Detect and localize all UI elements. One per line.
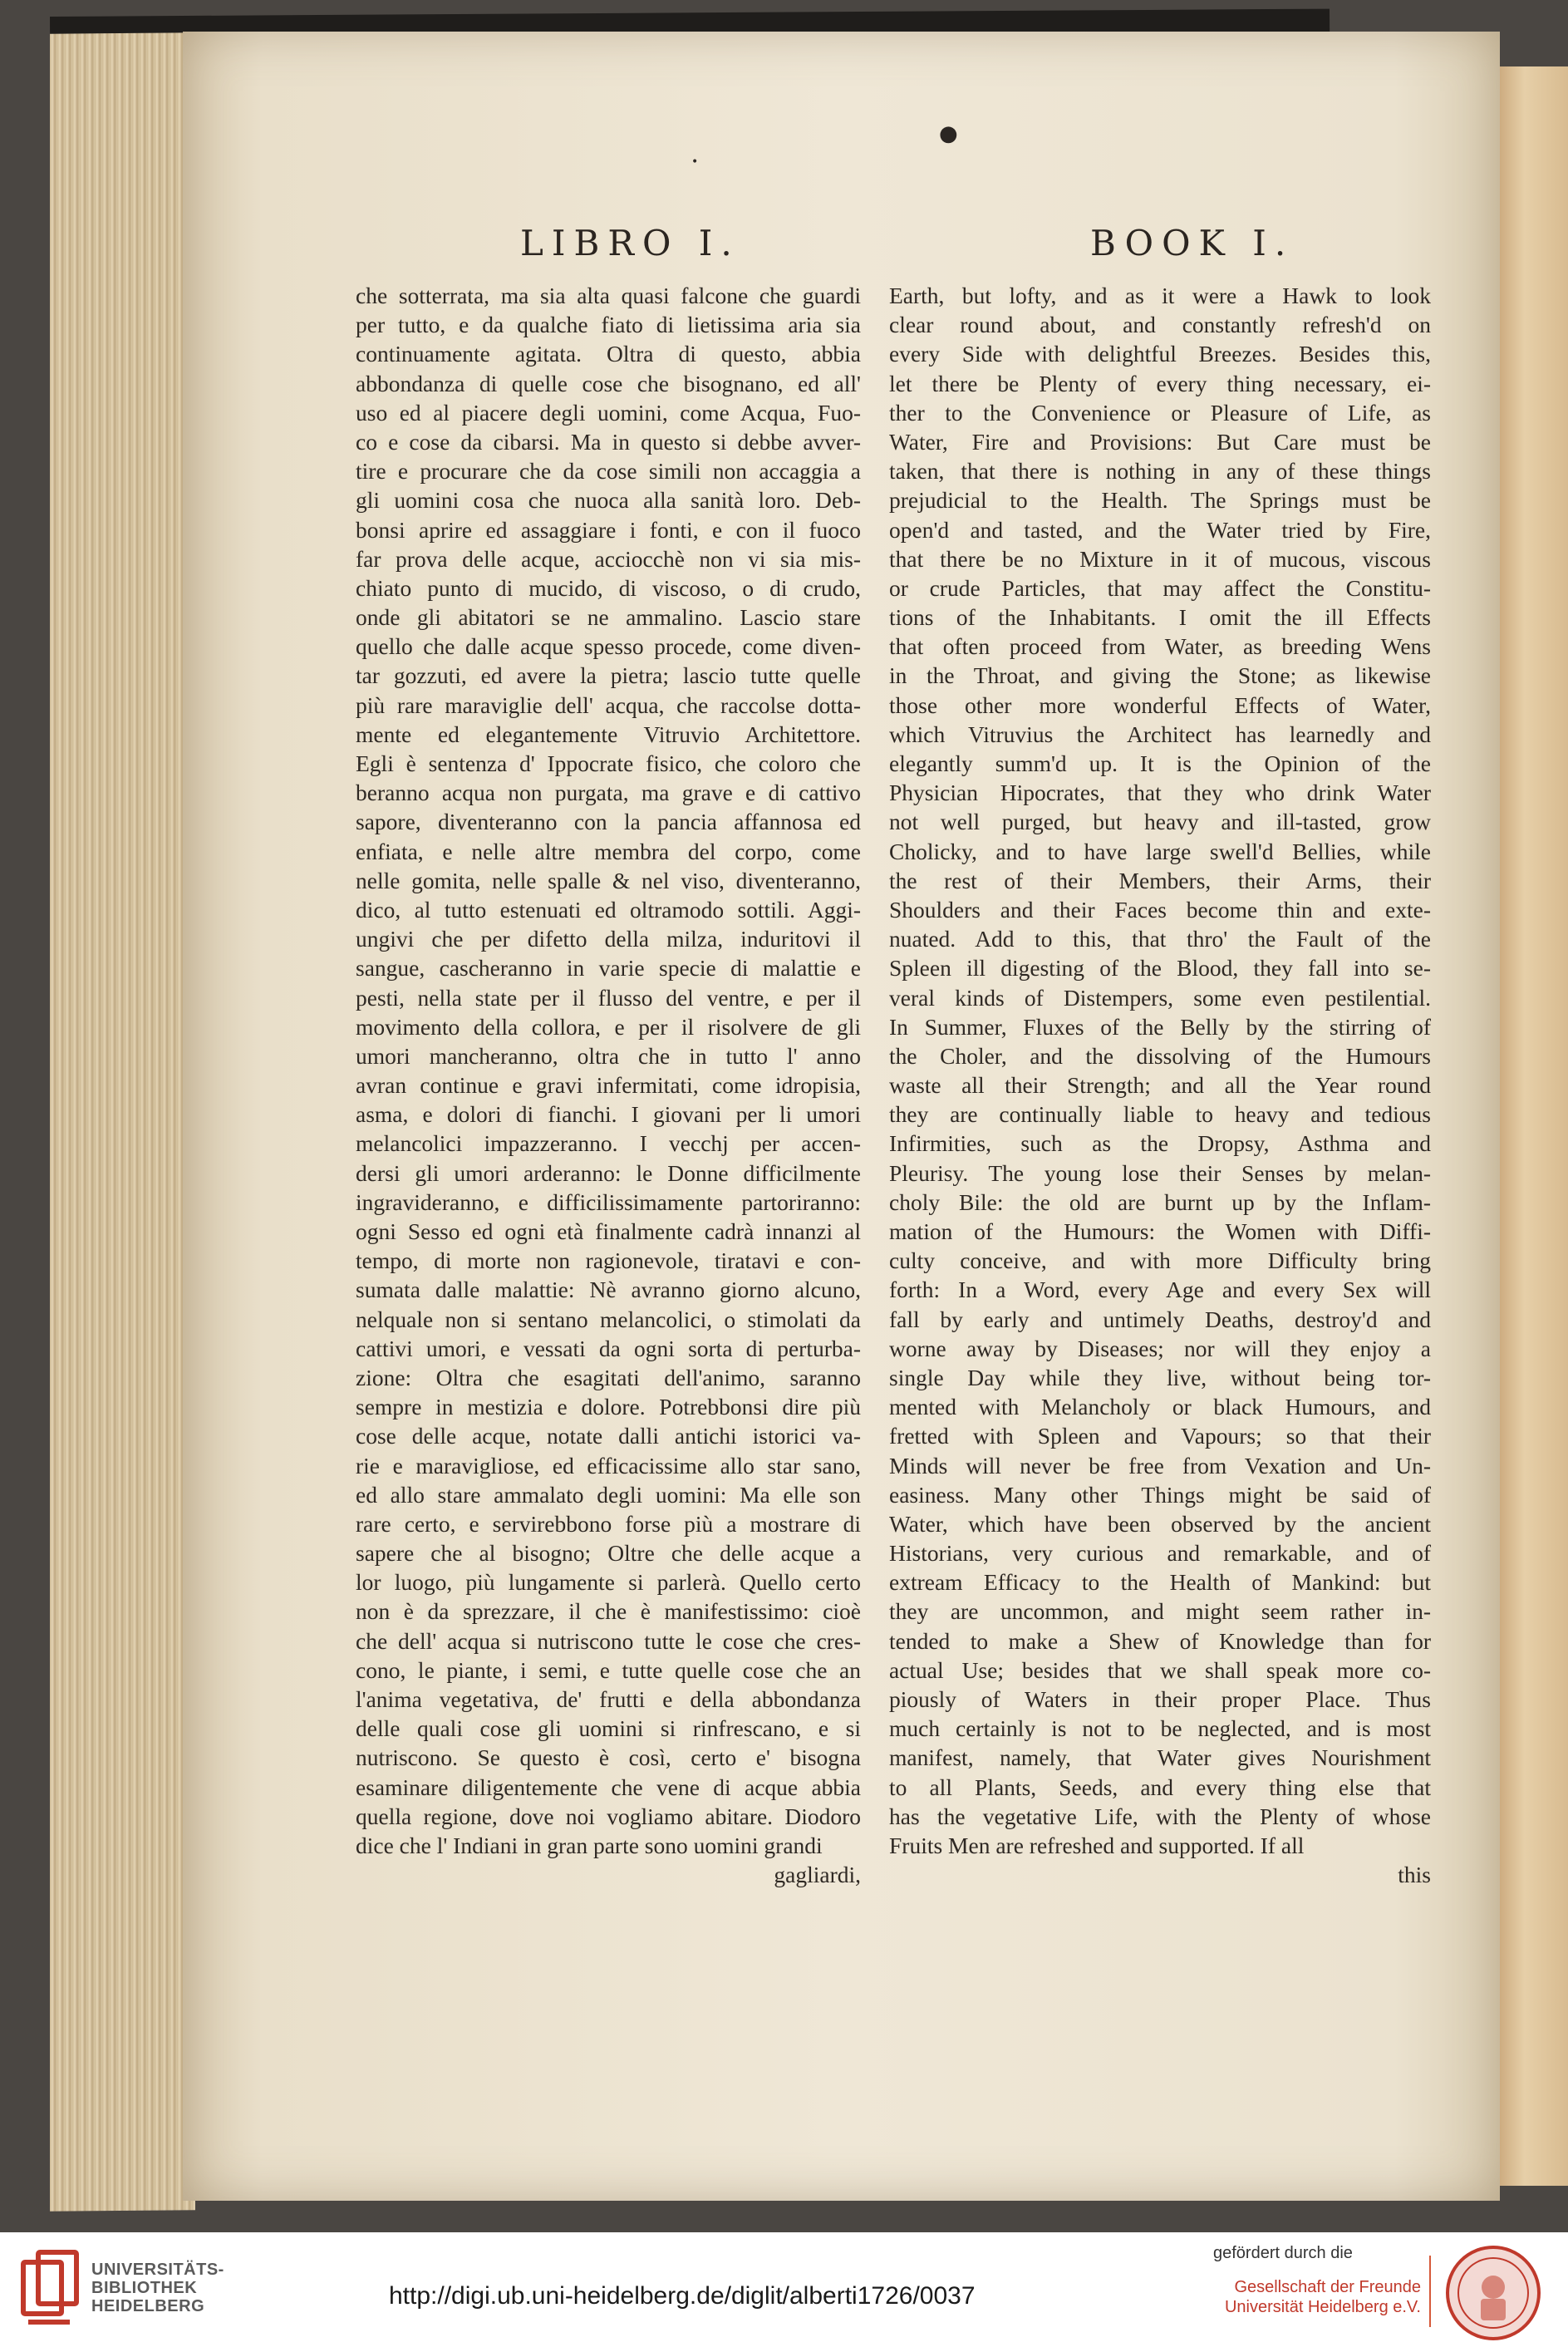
italian-text-line: sumata dalle malattie: Nè avranno giorno alcuno,	[356, 1277, 861, 1303]
library-name	[91, 2261, 224, 2315]
italian-text-line: beranno acqua non purgata, ma grave e di cattivo	[356, 780, 861, 806]
english-text-line: Pleurisy. The young lose their Senses by melan-	[889, 1159, 1431, 1186]
catchword: this	[1398, 1862, 1431, 1888]
english-text-line: let there be Plenty of every thing necessary, ei-	[889, 370, 1431, 396]
english-text-line: choly Bile: the old are burnt up by the Inflam-	[889, 1188, 1431, 1215]
italian-text-line: sapere che al bisogno; Oltre che delle acque a	[356, 1540, 861, 1567]
italian-text-line: Egli è sentenza d' Ippocrate fisico, che coloro che	[356, 750, 861, 776]
english-text-line: nuated. Add to this, that thro' the Fault of the	[889, 926, 1431, 952]
english-text-line: mation of the Humours: the Women with Diffi-	[889, 1218, 1431, 1244]
english-text-line: tended to make a Shew of Knowledge than for	[889, 1627, 1431, 1654]
english-text-line: Fruits Men are refreshed and supported. If all	[889, 1832, 1305, 1858]
university-library-logo-icon	[20, 2247, 80, 2330]
italian-text-line: cose delle acque, notate dalli antichi istorici va-	[356, 1423, 861, 1449]
english-text-line: Cholicky, and to have large swell'd Bellies, while	[889, 838, 1431, 864]
english-text-line: has the vegetative Life, with the Plenty of whose	[889, 1803, 1431, 1829]
italian-text-line: esaminare diligentemente che vene di acque abbia	[356, 1774, 861, 1800]
english-text-line: single Day while they live, without being tor-	[889, 1364, 1431, 1390]
italian-text-line: ingravideranno, e difficilissimamente partoriranno:	[356, 1188, 861, 1215]
catchword: gagliardi,	[774, 1862, 861, 1888]
italian-text-line: dersi gli umori arderanno: le Donne difficilmente	[356, 1159, 861, 1186]
italian-text-line: nutriscono. Se questo è così, certo e' bisogna	[356, 1744, 861, 1771]
english-text-line: much certainly is not to be neglected, and is most	[889, 1715, 1431, 1742]
english-text-line: to all Plants, Seeds, and every thing else that	[889, 1774, 1431, 1800]
italian-text-line: dico, al tutto estenuati ed oltramodo sottili. Aggi-	[356, 896, 861, 923]
english-text-line: taken, that there is nothing in any of these things	[889, 458, 1431, 485]
society-name-line: Universität Heidelberg e.V.	[1224, 2298, 1421, 2316]
italian-text-line: lor luogo, più lungamente si parlerà. Quello certo	[356, 1569, 861, 1596]
right-running-header: BOOK I.	[1090, 223, 1295, 263]
library-name-line: BIBLIOTHEK	[91, 2279, 198, 2297]
library-name-line: UNIVERSITÄTS-	[91, 2261, 224, 2279]
italian-text-line: dice che l' Indiani in gran parte sono uomini grandi	[356, 1832, 823, 1858]
italian-text-line: tempo, di morte non ragionevole, tiratavi e con-	[356, 1247, 861, 1274]
english-text-line: easiness. Many other Things might be said of	[889, 1481, 1431, 1508]
italian-text-line: cono, le piante, i semi, e tutte quelle cose che an	[356, 1656, 861, 1683]
italian-text-line: onde gli abitatori se ne ammalino. Lascio stare	[356, 604, 861, 631]
english-text-line: open'd and tasted, and the Water tried by Fire,	[889, 516, 1431, 543]
english-text-line: in the Throat, and giving the Stone; as likewise	[889, 662, 1431, 689]
english-text-line: mented with Melancholy or black Humours, and	[889, 1394, 1431, 1420]
italian-text-line: far prova delle acque, acciocchè non vi sia mis-	[356, 545, 861, 572]
english-text-line: which Vitruvius the Architect has learnedly and	[889, 721, 1431, 747]
english-text-line: Earth, but lofty, and as it were a Hawk to look	[889, 283, 1431, 308]
italian-text-line: tire e procurare che da cose simili non accaggia a	[356, 458, 861, 485]
english-text-column	[889, 281, 1431, 1889]
footer-separator	[1429, 2256, 1431, 2327]
italian-text-line: avran continue e gravi infermitati, come idropisia,	[356, 1072, 861, 1099]
english-text-line: prejudicial to the Health. The Springs must be	[889, 487, 1431, 514]
english-text-line: those other more wonderful Effects of Water,	[889, 691, 1431, 718]
english-text-line: clear round about, and constantly refresh'd on	[889, 312, 1431, 338]
italian-text-line: mente ed elegantemente Vitruvio Architettore.	[356, 721, 861, 747]
english-text-line: not well purged, but heavy and ill-tasted, grow	[889, 809, 1431, 835]
italian-text-line: chiato punto di mucido, di viscoso, o di crudo,	[356, 574, 861, 601]
italian-text-line: rie e maravigliose, ed efficacissime allo star sano,	[356, 1452, 861, 1479]
library-name-line: HEIDELBERG	[91, 2297, 205, 2315]
university-seal-icon	[1444, 2244, 1542, 2342]
italian-text-line: uso ed al piacere degli uomini, come Acqua, Fuo-	[356, 399, 861, 426]
printer-mark: ●	[939, 121, 958, 146]
english-text-line: worne away by Diseases; nor will they enjoy a	[889, 1335, 1431, 1361]
italian-text-line: nelle gomita, nelle spalle & nel viso, diventeranno,	[356, 867, 861, 893]
italian-text-line: quella regione, dove noi vogliamo abitare. Diodoro	[356, 1803, 861, 1829]
english-text-line: culty conceive, and with more Difficulty bring	[889, 1247, 1431, 1274]
funding-note: gefördert durch die	[1213, 2244, 1353, 2262]
english-text-line: extream Efficacy to the Health of Mankind: but	[889, 1569, 1431, 1596]
digital-library-link[interactable]: http://digi.ub.uni-heidelberg.de/diglit/alberti1726/0037	[389, 2282, 976, 2310]
english-text-line: piously of Waters in their proper Place. Thus	[889, 1686, 1431, 1712]
left-running-header: LIBRO I.	[520, 223, 740, 263]
page-block-edge	[50, 32, 195, 2212]
italian-text-line: continuamente agitata. Oltra di questo, abbia	[356, 341, 861, 367]
english-text-line: fretted with Spleen and Vapours; so that their	[889, 1423, 1431, 1449]
italian-text-line: non è da sprezzare, il che è manifestissimo: cioè	[356, 1598, 861, 1625]
english-text-line: that often proceed from Water, as breeding Wens	[889, 633, 1431, 660]
society-name	[1207, 2277, 1421, 2317]
italian-text-line: cattivi umori, e vessati da ogni sorta di perturba-	[356, 1335, 861, 1361]
english-text-line: the rest of their Members, their Arms, their	[889, 867, 1431, 893]
italian-text-line: zione: Oltra che esagitati dell'animo, saranno	[356, 1364, 861, 1390]
english-text-line: or crude Particles, that may affect the Constitu-	[889, 574, 1431, 601]
english-text-line: In Summer, Fluxes of the Belly by the stirring of	[889, 1013, 1431, 1040]
english-text-line: Water, which have been observed by the ancient	[889, 1510, 1431, 1537]
english-text-line: veral kinds of Distempers, some even pestilential.	[889, 984, 1431, 1011]
english-text-line: they are continually liable to heavy and tedious	[889, 1101, 1431, 1128]
italian-text-line: più rare maraviglie dell' acqua, che raccolse dotta-	[356, 691, 861, 718]
english-text-line: that there be no Mixture in it of mucous, viscous	[889, 545, 1431, 572]
english-text-line: fall by early and untimely Deaths, destroy'd and	[889, 1306, 1431, 1332]
adjacent-page-edge	[1496, 66, 1568, 2186]
italian-text-line: pesti, nella state per il flusso del ventre, e per il	[356, 984, 861, 1011]
italian-text-line: enfiata, e nelle altre membra del corpo, come	[356, 838, 861, 864]
italian-text-line: nelquale non si sentano melancolici, o stimolati da	[356, 1306, 861, 1332]
english-text-line: Historians, very curious and remarkable, and of	[889, 1540, 1431, 1567]
italian-text-line: melancolici impazzeranno. I vecchj per accen-	[356, 1130, 861, 1157]
italian-text-line: rare certo, e servirebbono forse più a mostrare di	[356, 1510, 861, 1537]
italian-text-line: umori mancheranno, oltra che in tutto l' anno	[356, 1042, 861, 1069]
footer-bar	[0, 2232, 1568, 2347]
italian-text-line: sempre in mestizia e dolore. Potrebbonsi dire più	[356, 1394, 861, 1420]
english-text-line: Physician Hipocrates, that they who drink Water	[889, 780, 1431, 806]
italian-text-line: tar gozzuti, ed avere la pietra; lascio tutte quelle	[356, 662, 861, 689]
italian-text-line: per tutto, e da qualche fiato di lietissima aria sia	[356, 312, 861, 338]
italian-text-column	[356, 281, 861, 1889]
english-text-line: actual Use; besides that we shall speak more co-	[889, 1656, 1431, 1683]
italian-text-line: delle quali cose gli uomini si rinfrescano, e si	[356, 1715, 861, 1742]
english-text-line: they are uncommon, and might seem rather in-	[889, 1598, 1431, 1625]
english-text-line: tions of the Inhabitants. I omit the ill Effects	[889, 604, 1431, 631]
english-text-line: Spleen ill digesting of the Blood, they fall into se-	[889, 955, 1431, 982]
italian-text-line: che sotterrata, ma sia alta quasi falcone che guardi	[356, 283, 861, 308]
speck-mark: •	[691, 155, 699, 169]
italian-text-line: ed allo stare ammalato degli uomini: Ma elle son	[356, 1481, 861, 1508]
italian-text-line: l'anima vegetativa, de' frutti e della abbondanza	[356, 1686, 861, 1712]
english-text-line: Infirmities, such as the Dropsy, Asthma and	[889, 1130, 1431, 1157]
english-text-line: forth: In a Word, every Age and every Sex will	[889, 1277, 1431, 1303]
english-text-line: Shoulders and their Faces become thin and exte-	[889, 896, 1431, 923]
english-text-line: elegantly summ'd up. It is the Opinion of the	[889, 750, 1431, 776]
italian-text-line: asma, e dolori di fianchi. I giovani per li umori	[356, 1101, 861, 1128]
english-text-line: waste all their Strength; and all the Year round	[889, 1072, 1431, 1099]
english-text-line: manifest, namely, that Water gives Nourishment	[889, 1744, 1431, 1771]
italian-text-line: gli uomini cosa che nuoca alla sanità loro. Deb-	[356, 487, 861, 514]
italian-text-line: bonsi aprire ed assaggiare i fonti, e con il fuoco	[356, 516, 861, 543]
english-text-line: Minds will never be free from Vexation and Un-	[889, 1452, 1431, 1479]
italian-text-line: quello che dalle acque spesso procede, come diven-	[356, 633, 861, 660]
english-text-line: the Choler, and the dissolving of the Humours	[889, 1042, 1431, 1069]
society-name-line: Gesellschaft der Freunde	[1234, 2278, 1421, 2296]
italian-text-line: ogni Sesso ed ogni età finalmente cadrà innanzi al	[356, 1218, 861, 1244]
italian-text-line: ungivi che per difetto della milza, induritovi il	[356, 926, 861, 952]
english-text-line: Water, Fire and Provisions: But Care must be	[889, 428, 1431, 455]
italian-text-line: co e cose da cibarsi. Ma in questo si debbe avver-	[356, 428, 861, 455]
italian-text-line: che dell' acqua si nutriscono tutte le cose che cres-	[356, 1627, 861, 1654]
italian-text-line: sangue, cascheranno in varie specie di malattie e	[356, 955, 861, 982]
italian-text-line: abbondanza di quelle cose che bisognano, ed all'	[356, 370, 861, 396]
italian-text-line: sapore, diventeranno con la pancia affannosa ed	[356, 809, 861, 835]
italian-text-line: movimento della collora, e per il risolvere de gli	[356, 1013, 861, 1040]
english-text-line: ther to the Convenience or Pleasure of Life, as	[889, 399, 1431, 426]
english-text-line: every Side with delightful Breezes. Besides this,	[889, 341, 1431, 367]
